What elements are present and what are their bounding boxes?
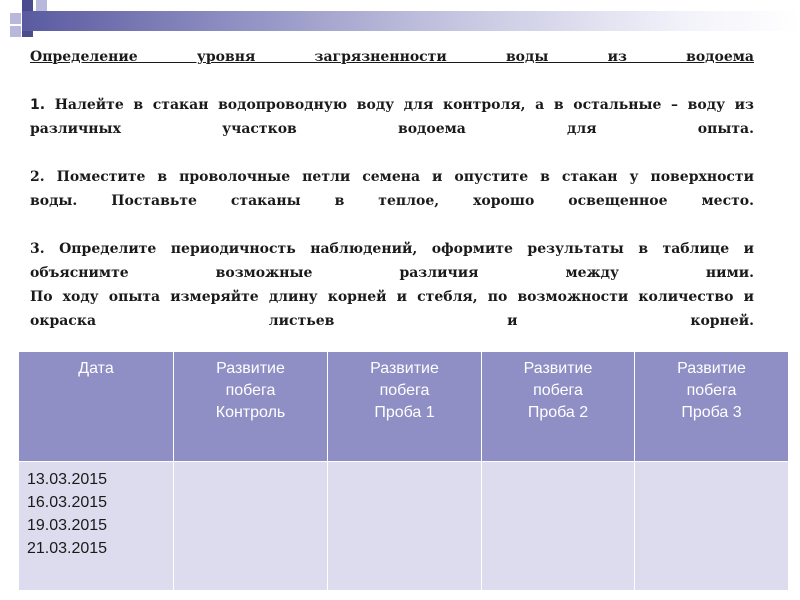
decor-square — [10, 26, 21, 37]
instructions-text — [30, 45, 754, 333]
results-table — [18, 351, 789, 591]
date-entry: 21.03.2015 — [27, 540, 108, 557]
sample-2-cell — [482, 462, 635, 591]
step3-line2: объяснимте возможные различия между ними. — [30, 265, 754, 281]
header-line: Проба 3 — [681, 404, 742, 421]
header-line: Дата — [78, 360, 114, 377]
header-line: Проба 2 — [527, 404, 589, 421]
step3-line3: По ходу опыта измеряйте длину корней и стебля, по возможности количество и — [30, 289, 754, 305]
decor-square — [10, 13, 21, 24]
date-entry: 13.03.2015 — [27, 471, 108, 488]
step2-line1: 2. Поместите в проволочные петли семена и опустите в стакан у поверхности — [30, 169, 754, 185]
header-sample-2 — [482, 352, 635, 462]
header-line: побега — [533, 382, 583, 399]
step1-line2: различных участков водоема для опыта. — [30, 121, 754, 137]
header-line: Контроль — [215, 404, 286, 421]
step1-number: 1. — [30, 97, 46, 113]
header-line: побега — [225, 382, 276, 399]
page-title: Определение уровня загрязненности воды из водоема — [30, 49, 754, 65]
header-line: побега — [686, 382, 737, 399]
header-control — [174, 352, 328, 462]
header-line: Развитие — [523, 360, 593, 377]
header-sample-1 — [328, 352, 482, 462]
table-row — [19, 462, 789, 591]
step1-text: Налейте в стакан водопроводную воду для контроля, а в остальные – воду из — [54, 97, 754, 113]
sample-1-cell — [328, 462, 482, 591]
step3-line1: 3. Определите периодичность наблюдений, оформите результаты в таблице и — [30, 241, 754, 257]
header-gradient-bar — [22, 11, 800, 31]
header-line: Развитие — [216, 360, 285, 377]
decor-square — [22, 0, 33, 11]
decor-square — [36, 0, 47, 11]
header-date — [19, 352, 174, 462]
header-line: Развитие — [677, 360, 746, 377]
header-line: Проба 1 — [374, 404, 435, 421]
header-line: Развитие — [370, 360, 439, 377]
header-sample-3 — [635, 352, 789, 462]
dates-cell — [19, 462, 174, 591]
table-header-row — [19, 352, 789, 462]
step2-line2: воды. Поставьте стаканы в теплое, хорошо освещенное место. — [30, 193, 754, 209]
date-entry: 16.03.2015 — [27, 494, 108, 511]
step1-line1 — [30, 93, 754, 117]
control-cell — [174, 462, 328, 591]
step3-line4: окраска листьев и корней. — [30, 313, 754, 329]
sample-3-cell — [635, 462, 789, 591]
header-line: побега — [379, 382, 430, 399]
date-entry: 19.03.2015 — [27, 517, 108, 534]
